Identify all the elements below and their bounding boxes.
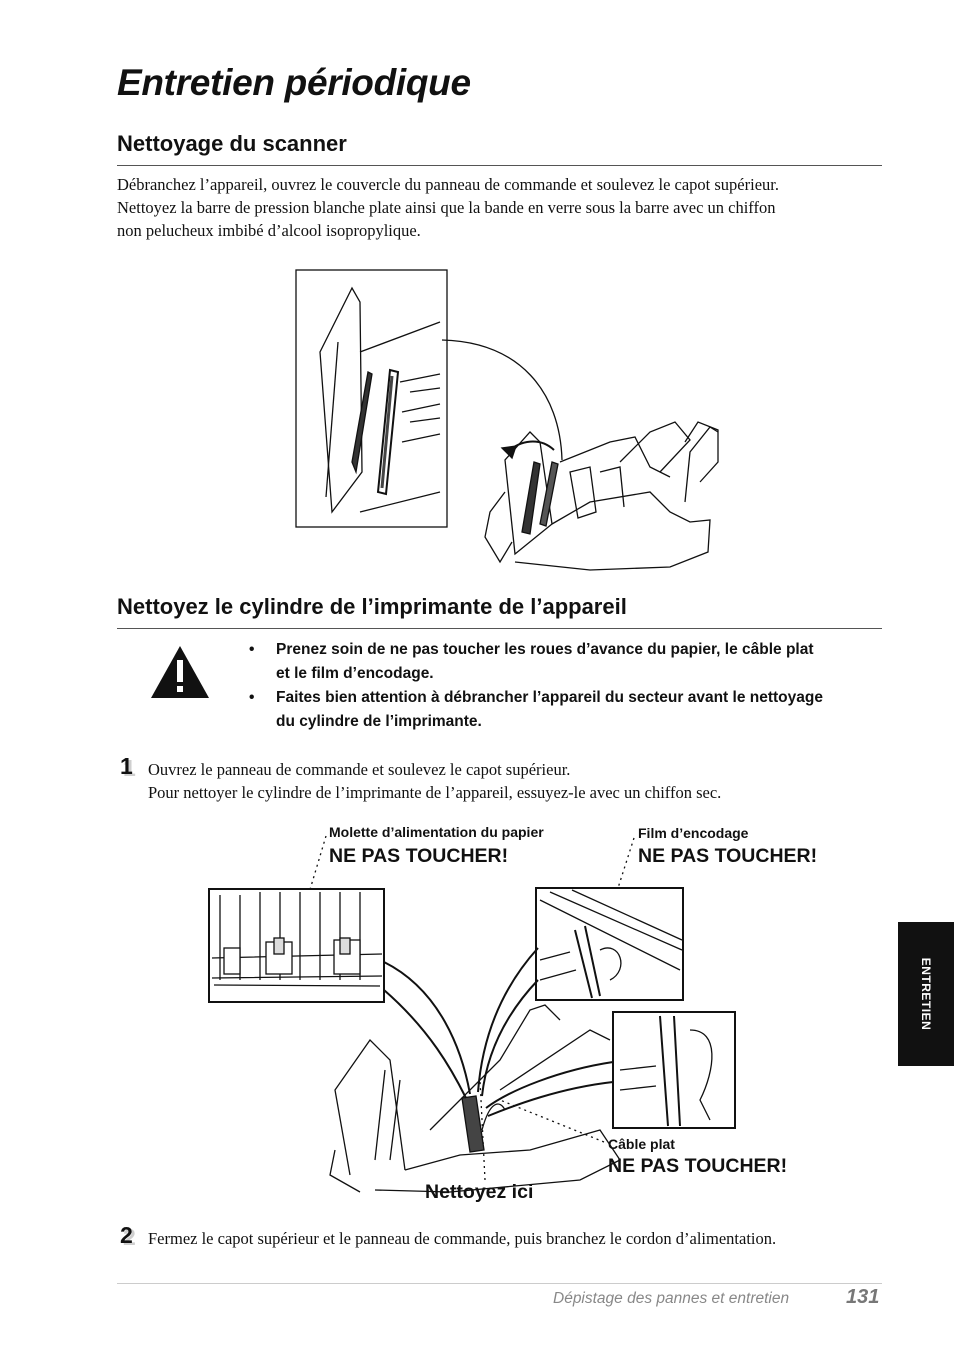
warning-triangle-icon [150, 645, 210, 699]
section-heading-printer-cylinder: Nettoyez le cylindre de l’imprimante de l’appareil [117, 594, 627, 619]
chapter-side-tab-label: ENTRETIEN [919, 957, 933, 1031]
callout-label-flat-cable: Câble plat [608, 1136, 675, 1152]
page-number: 131 [846, 1286, 880, 1308]
page-title: Entretien périodique [117, 62, 471, 103]
warning-item-line: • Prenez soin de ne pas toucher les roues d’avance du papier, le câble plat [276, 641, 814, 658]
scanner-instructions [117, 173, 897, 242]
warning-item [249, 686, 889, 734]
printer-cylinder-illustration [200, 830, 745, 1200]
callout-label-encoder-film: Film d’encodage [638, 825, 749, 841]
callout-label-feed-wheel: Molette d’alimentation du papier [329, 824, 544, 840]
callout-clean-here: Nettoyez ici [425, 1181, 534, 1203]
scanner-instructions-line: Débranchez l’appareil, ouvrez le couvercle du panneau de commande et soulevez le capot supérieur. [117, 175, 779, 194]
callout-warning-flat-cable: NE PAS TOUCHER! [608, 1155, 788, 1177]
step-1-line: Ouvrez le panneau de commande et soulevez le capot supérieur. [148, 760, 571, 779]
step-1-line: Pour nettoyer le cylindre de l’imprimante de l’appareil, essuyez-le avec un chiffon sec. [148, 783, 722, 802]
section-divider [117, 628, 882, 629]
section-divider [117, 165, 882, 166]
step-number: 1 [120, 753, 133, 779]
warning-item-line: du cylindre de l’imprimante. [276, 713, 482, 730]
footer-section-name: Dépistage des pannes et entretien [553, 1290, 790, 1307]
scanner-instructions-line: Nettoyez la barre de pression blanche plate ainsi que la bande en verre sous la barre avec un chiffon [117, 198, 776, 217]
callout-warning-encoder-film: NE PAS TOUCHER! [638, 845, 818, 867]
warning-item [249, 638, 889, 686]
warning-item-line: • Faites bien attention à débrancher l’appareil du secteur avant le nettoyage [276, 689, 823, 706]
warning-item-line: et le film d’encodage. [276, 665, 434, 682]
scanner-instructions-line: non pelucheux imbibé d’alcool isopropylique. [117, 221, 421, 240]
step-2-text: Fermez le capot supérieur et le panneau de commande, puis branchez le cordon d’alimentation. [148, 1229, 777, 1248]
warning-list [249, 638, 889, 734]
section-heading-scanner: Nettoyage du scanner [117, 131, 347, 156]
step-number: 2 [120, 1222, 133, 1248]
chapter-side-tab [898, 922, 954, 1066]
footer-divider [117, 1283, 882, 1284]
step-1-text [148, 758, 888, 804]
callout-warning-feed-wheel: NE PAS TOUCHER! [329, 845, 509, 867]
scanner-cleaning-illustration [290, 262, 730, 574]
